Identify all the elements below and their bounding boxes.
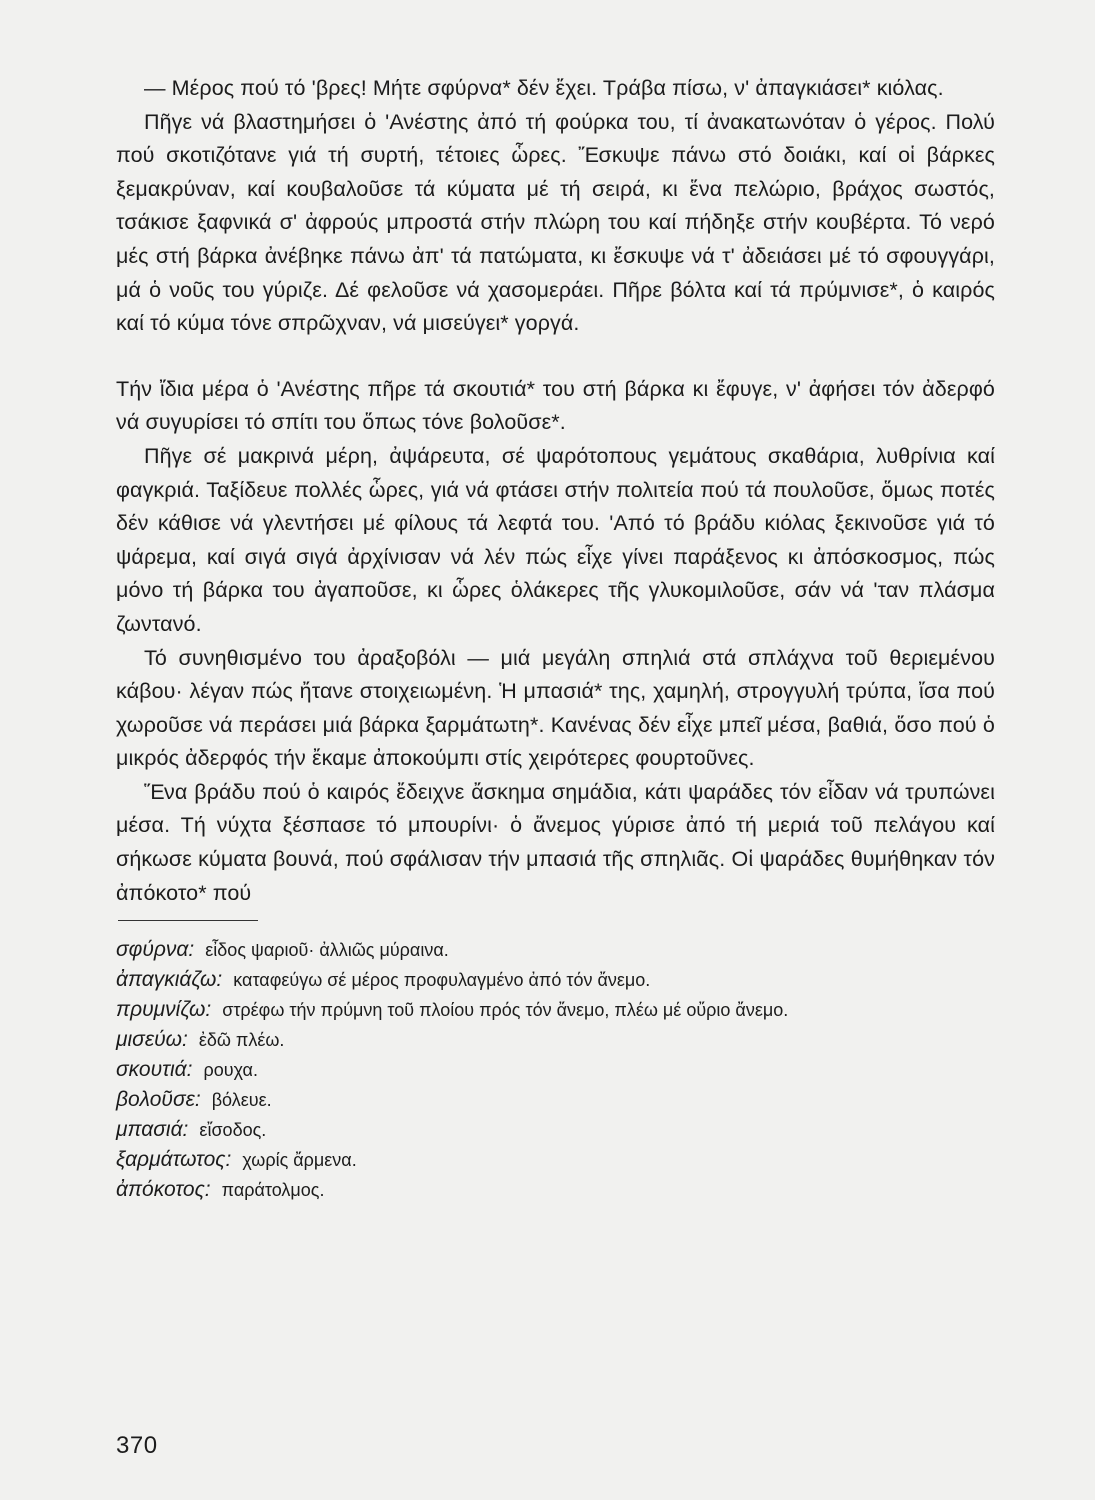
glossary-term: πρυμνίζω: — [116, 998, 212, 1022]
glossary-definition: καταφεύγω σέ μέρος προφυλαγμένο ἀπό τόν ἄνεμο. — [233, 970, 651, 991]
paragraph-dialogue: — Μέρος πού τό 'βρες! Μήτε σφύρνα* δέν ἔχει. Τράβα πίσω, ν' ἀπαγκιάσει* κιόλας. — [144, 76, 944, 100]
paragraph-storm: Πῆγε νά βλαστημήσει ὁ 'Ανέστης ἀπό τή φούρκα του, τί ἀνακατωνόταν ὁ γέρος. Πολύ πού σκοτιζότανε γιά τή συρτή, τέτοιες ὧρες. Ἔσκυψε πάνω στό δοιάκι, καί οἱ βάρκες ξεμακρύναν, καί κουβαλοῦσε τά κύματα μέ τή σειρά, κι ἕνα πελώριο, βράχος σωστός, τσάκισε ξαφνικά σ' ἀφρούς μπροστά στήν πλώρη του καί πήδηξε στήν κουβέρτα. Τό νερό μές στή βάρκα ἀνέβηκε πάνω ἀπ' τά πατώματα, κι ἔσκυψε νά τ' ἀδειάσει μέ τό σφουγγάρι, μά ὁ νοῦς του γύριζε. Δέ φελοῦσε νά χασομεράει. Πῆρε βόλτα καί τά πρύμνισε*, ὁ καιρός καί τό κύμα τόνε σπρῶχναν, νά μισεύγει* γοργά. — [116, 109, 995, 336]
paragraph-night-storm: Ἕνα βράδυ πού ὁ καιρός ἔδειχνε ἄσκημα σημάδια, κάτι ψαράδες τόν εἶδαν νά τρυπώνει μέσα. Τή νύχτα ξέσπασε τό μπουρίνι· ὁ ἄνεμος γύρισε ἀπό τή μεριά τοῦ πελάγου καί σήκωσε κύματα βουνά, πού σφάλισαν τήν μπασιά τῆς σπηλιᾶς. Οἱ ψαράδες θυμήθηκαν τόν ἀπόκοτο* πού — [116, 779, 995, 905]
glossary-term: μισεύω: — [116, 1028, 188, 1052]
glossary-term: σκουτιά: — [116, 1058, 193, 1082]
glossary-term: ἀπαγκιάζω: — [116, 968, 223, 992]
paragraph-distant-fishing: Πῆγε σέ μακρινά μέρη, ἀψάρευτα, σέ ψαρότοπους γεμάτους σκαθάρια, λυθρίνια καί φαγκριά. Ταξίδευε πολλές ὧρες, γιά νά φτάσει στήν πολιτεία πού τά πουλοῦσε, ὅμως ποτές δέν κάθισε νά γλεντήσει μέ φίλους τά λεφτά του. 'Από τό βράδυ κιόλας ξεκινοῦσε γιά τό ψάρεμα, καί σιγά σιγά ἀρχίνισαν νά λέν πώς εἶχε γίνει παράξενος κι ἀπόσκοσμος, πώς μόνο τή βάρκα του ἀγαποῦσε, κι ὧρες ὁλάκερες τῆς γλυκομιλοῦσε, σάν νά 'ταν πλάσμα ζωντανό. — [116, 443, 995, 636]
glossary-term: βολοῦσε: — [116, 1088, 201, 1112]
glossary-term: μπασιά: — [116, 1118, 189, 1142]
glossary-definition: εἶδος ψαριοῦ· ἀλλιῶς μύραινα. — [205, 940, 449, 961]
glossary-entry — [116, 935, 995, 965]
glossary-entry — [116, 1115, 995, 1145]
story-text — [116, 72, 995, 910]
glossary-definition: εἴσοδος. — [199, 1120, 267, 1141]
glossary-definition: βόλευε. — [211, 1090, 272, 1111]
glossary-entry — [116, 1025, 995, 1055]
glossary-entry — [116, 995, 995, 1025]
glossary-definition: ρουχα. — [203, 1060, 258, 1081]
paragraph-cave: Τό συνηθισμένο του ἀραξοβόλι — μιά μεγάλη σπηλιά στά σπλάχνα τοῦ θεριεμένου κάβου· λέγαν πώς ἤτανε στοιχειωμένη. Ἡ μπασιά* της, χαμηλή, στρογγυλή τρύπα, ἴσα πού χωροῦσε νά περάσει μιά βάρκα ξαρμάτωτη*. Κανένας δέν εἶχε μπεῖ μέσα, βαθιά, ὅσο πού ὁ μικρός ἀδερφός τήν ἔκαμε ἀποκούμπι στίς χειρότερες φουρτοῦνες. — [116, 645, 995, 771]
glossary-definition: στρέφω τήν πρύμνη τοῦ πλοίου πρός τόν ἄνεμο, πλέω μέ οὔριο ἄνεμο. — [222, 1000, 789, 1021]
page-number: 370 — [116, 1432, 158, 1459]
glossary-entry — [116, 1085, 995, 1115]
glossary — [116, 935, 995, 1205]
glossary-entry — [116, 1145, 995, 1175]
glossary-entry — [116, 965, 995, 995]
glossary-entry — [116, 1175, 995, 1205]
glossary-term: σφύρνα: — [116, 938, 195, 962]
glossary-definition: χωρίς ἄρμενα. — [242, 1150, 357, 1171]
glossary-entry — [116, 1055, 995, 1085]
paragraph-departure: Τήν ἴδια μέρα ὁ 'Ανέστης πῆρε τά σκουτιά* του στή βάρκα κι ἔφυγε, ν' ἀφήσει τόν ἀδερφό νά συγυρίσει τό σπίτι του ὅπως τόνε βολοῦσε*. — [116, 376, 995, 435]
footnote-divider — [118, 920, 258, 921]
glossary-term: ἀπόκοτος: — [116, 1178, 211, 1202]
glossary-definition: παράτολμος. — [221, 1180, 325, 1201]
glossary-definition: ἐδῶ πλέω. — [198, 1030, 285, 1051]
glossary-term: ξαρμάτωτος: — [116, 1148, 232, 1172]
